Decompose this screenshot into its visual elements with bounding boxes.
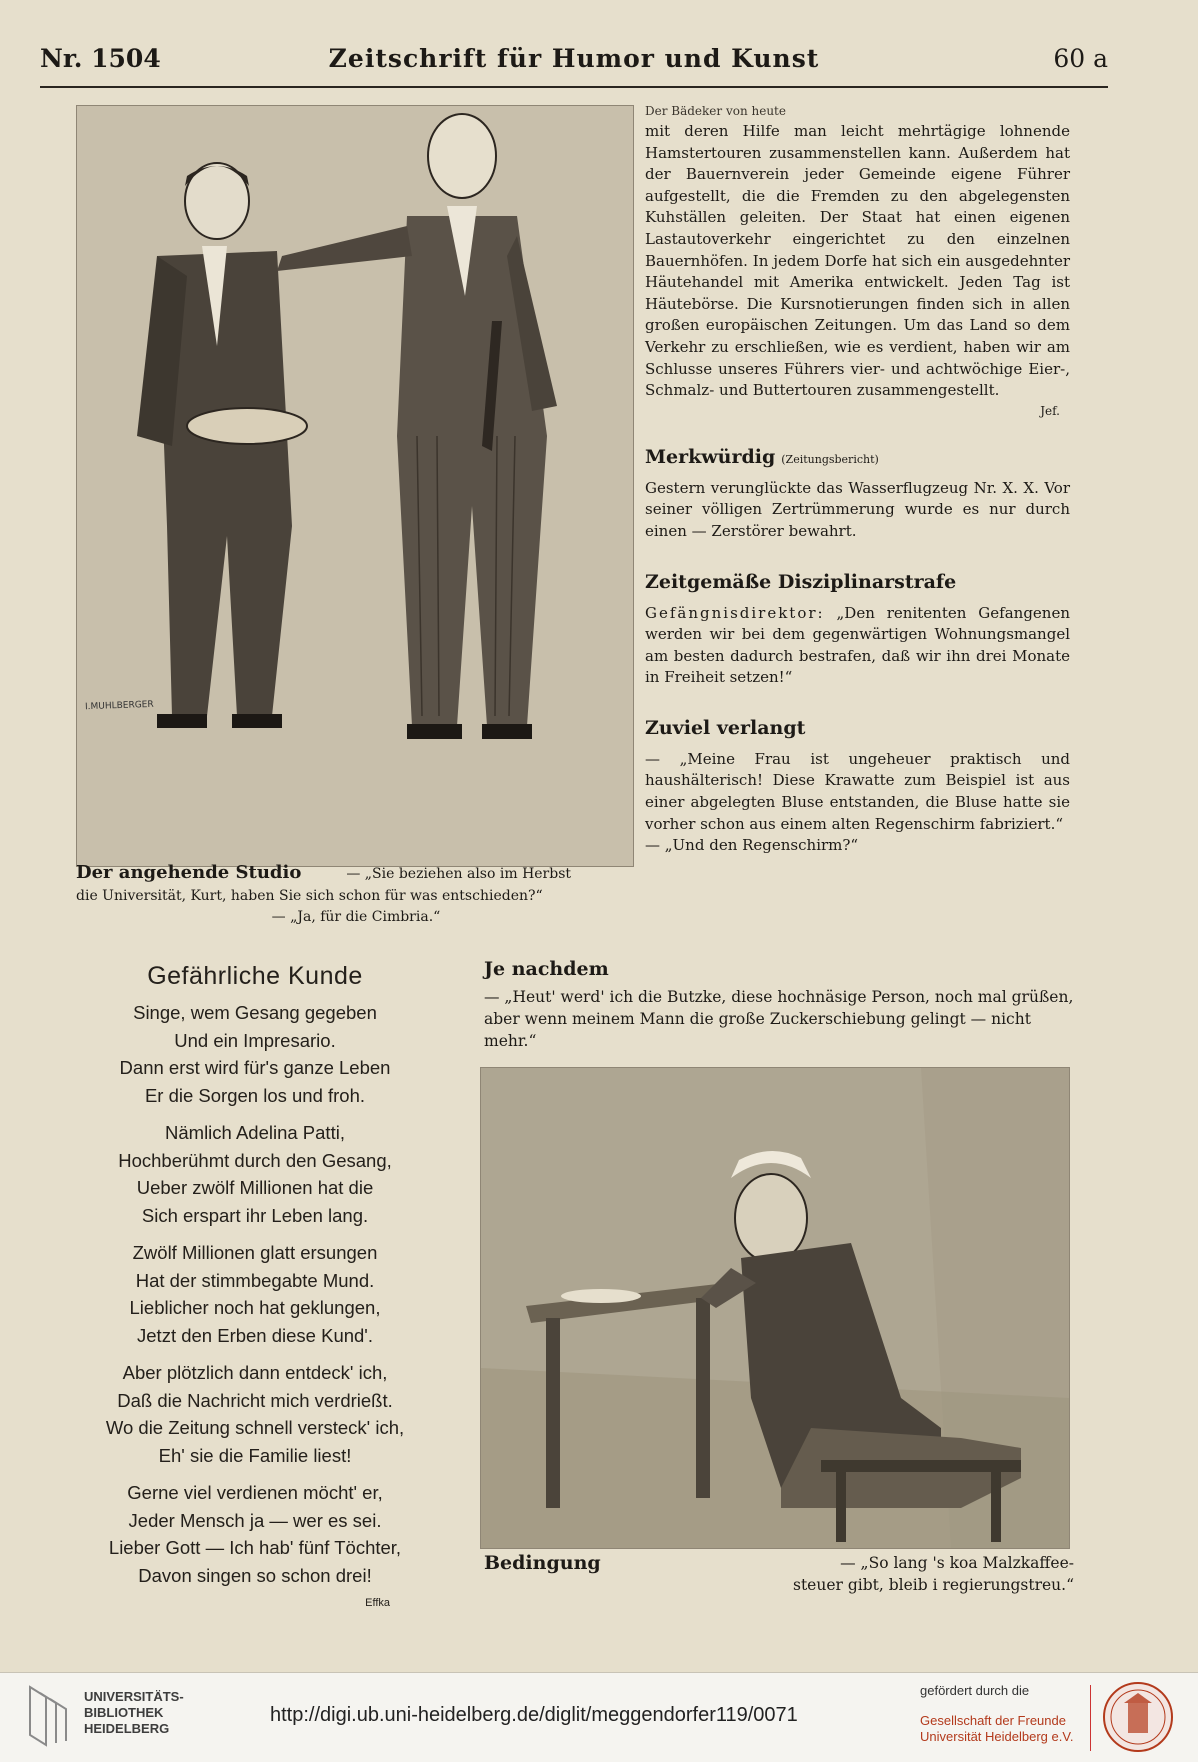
poem-line: Aber plötzlich dann entdeck' ich, bbox=[122, 1362, 388, 1383]
disziplinarstrafe-title: Zeitgemäße Disziplinarstrafe bbox=[645, 570, 957, 593]
poem-line: Ueber zwölf Millionen hat die bbox=[136, 1177, 374, 1198]
caption-studio-line2: die Universität, Kurt, haben Sie sich schon für was entschieden?“ bbox=[76, 888, 543, 904]
disziplinarstrafe-speaker: Gefängnisdirektor: bbox=[645, 603, 825, 622]
footer-divider bbox=[1090, 1685, 1091, 1751]
right-column bbox=[645, 104, 1070, 857]
bedingung-title: Bedingung bbox=[484, 1552, 601, 1574]
library-name-line1: UNIVERSITÄTS- bbox=[84, 1689, 184, 1704]
society-name bbox=[920, 1713, 1073, 1745]
permalink-url[interactable]: http://digi.ub.uni-heidelberg.de/diglit/meggendorfer119/0071 bbox=[270, 1704, 798, 1726]
caption-studio-line1: — „Sie beziehen also im Herbst bbox=[346, 866, 572, 882]
old-woman-drawing bbox=[481, 1068, 1069, 1548]
zuviel-verlangt-text: — „Meine Frau ist ungeheuer praktisch und haushälterisch! Diese Krawatte zum Beispiel ist aus einer abgelegten Bluse entstanden, die Bluse hatte sie vorher schon aus einem alten Regenschirm fabriziert.“ bbox=[645, 749, 1070, 833]
page-number: 60 a bbox=[1053, 44, 1108, 73]
running-head: Der Bädeker von heute bbox=[645, 104, 786, 118]
poem-line: Jetzt den Erben diese Kund'. bbox=[137, 1324, 373, 1346]
section-je-nachdem bbox=[484, 958, 1074, 1052]
section-merkwuerdig bbox=[645, 446, 1070, 543]
poem-line: Wo die Zeitung schnell versteck' ich, bbox=[105, 1417, 405, 1438]
illustrator-signature: I.MUHLBERGER bbox=[84, 699, 154, 713]
poem-gefaehrliche-kunde bbox=[76, 962, 434, 1609]
je-nachdem-title: Je nachdem bbox=[484, 958, 609, 980]
poem-line: Zwölf Millionen glatt ersungen bbox=[132, 1242, 378, 1263]
baedeker-author: Jef. bbox=[1040, 403, 1060, 418]
poem-stanza bbox=[76, 1359, 434, 1469]
poem-line: Singe, wem Gesang gegeben bbox=[133, 1002, 377, 1023]
poem-line: Dann erst wird für's ganze Leben bbox=[119, 1057, 391, 1078]
poem-line: Eh' sie die Familie liest! bbox=[158, 1444, 352, 1466]
bedingung-line1: — „So lang 's koa Malzkaffee- bbox=[840, 1554, 1074, 1572]
disziplinarstrafe-body bbox=[645, 603, 1070, 689]
poem-stanza bbox=[76, 1119, 434, 1229]
university-seal-icon bbox=[1102, 1681, 1174, 1753]
poem-line: Davon singen so schon drei! bbox=[138, 1564, 372, 1586]
two-men-drawing bbox=[77, 106, 633, 866]
poem-line: Sich erspart ihr Leben lang. bbox=[141, 1204, 369, 1226]
merkwuerdig-subtitle: (Zeitungsbericht) bbox=[781, 452, 879, 466]
society-name-line1: Gesellschaft der Freunde bbox=[920, 1713, 1066, 1728]
bedingung-text bbox=[793, 1552, 1074, 1596]
section-disziplinarstrafe bbox=[645, 571, 1070, 689]
caption-studio-line3: — „Ja, für die Cimbria.“ bbox=[271, 909, 441, 925]
poem-title: Gefährliche Kunde bbox=[147, 962, 363, 990]
issue-number: Nr. 1504 bbox=[40, 44, 161, 73]
funded-by-label: gefördert durch die bbox=[920, 1683, 1030, 1698]
section-zuviel-verlangt bbox=[645, 717, 1070, 857]
merkwuerdig-text: Gestern verunglückte das Wasserflugzeug Nr. X. X. Vor seiner völligen Zertrümmerung wurde es nur durch einen — Zerstörer bewahrt. bbox=[645, 478, 1070, 540]
baedeker-text: mit deren Hilfe man leicht mehrtägige lohnende Hamstertouren zusammenstellen kann. Außerdem hat der Bauernverein jeder Gemeinde eigene Führer aufgestellt, die die Fremden zu den abgelegensten Kuhställen geleiten. Der Staat hat einen eigenen Lastautoverkehr eingerichtet zu den einzelnen Bauernhöfen. In jedem Dorfe hat sich ein ausgedehnter Häutehandel mit Amerika entwickelt. Jeden Tag ist Häutebörse. Die Kursnotierungen finden sich in allen großen europäischen Zeitungen. Um das Land so dem Verkehr zu erschließen, wie es verdient, haben wir am Schlusse unseres Führers vier- und achtwöchige Eier-, Schmalz- und Buttertouren zusammengestellt. bbox=[645, 122, 1070, 400]
bedingung-line2: steuer gibt, bleib i regierungstreu.“ bbox=[792, 1576, 1074, 1594]
zuviel-verlangt-reply: — „Und den Regenschirm?“ bbox=[645, 836, 859, 855]
poem-line: Jeder Mensch ja — wer es sei. bbox=[128, 1509, 382, 1531]
library-name-line3: HEIDELBERG bbox=[84, 1721, 170, 1736]
page-header bbox=[40, 36, 1108, 88]
poem-stanza bbox=[76, 999, 434, 1109]
merkwuerdig-heading bbox=[645, 446, 1070, 468]
poem-line: Und ein Impresario. bbox=[174, 1029, 336, 1051]
disziplinarstrafe-text: „Den renitenten Gefangenen werden wir bei dem gegenwärtigen Wohnungsmangel am besten dadurch bestrafen, daß wir ihn drei Monate in Freiheit setzen!“ bbox=[645, 603, 1070, 687]
je-nachdem-text: — „Heut' werd' ich die Butzke, diese hochnäsige Person, noch mal grüßen, aber wenn meinem Mann die große Zuckerschiebung gelingt — nicht mehr.“ bbox=[484, 988, 1074, 1050]
poem-line: Gerne viel verdienen möcht' er, bbox=[127, 1482, 383, 1503]
poem-stanza bbox=[76, 1479, 434, 1589]
caption-studio-title: Der angehende Studio bbox=[76, 862, 302, 883]
caption-studio bbox=[76, 862, 636, 928]
magazine-title: Zeitschrift für Humor und Kunst bbox=[328, 44, 820, 73]
library-name bbox=[84, 1689, 184, 1737]
poem-author: Effka bbox=[365, 1597, 390, 1609]
poem-line: Nämlich Adelina Patti, bbox=[165, 1122, 345, 1143]
poem-line: Er die Sorgen los und froh. bbox=[144, 1084, 366, 1106]
merkwuerdig-title: Merkwürdig bbox=[645, 445, 776, 468]
society-name-line2: Universität Heidelberg e.V. bbox=[920, 1729, 1074, 1744]
poem-line: Hat der stimmbegabte Mund. bbox=[135, 1269, 375, 1291]
ub-heidelberg-logo-icon bbox=[28, 1685, 68, 1747]
poem-stanza bbox=[76, 1239, 434, 1349]
zuviel-verlangt-title: Zuviel verlangt bbox=[645, 716, 806, 739]
poem-line: Hochberühmt durch den Gesang, bbox=[118, 1149, 392, 1171]
poem-line: Lieber Gott — Ich hab' fünf Töchter, bbox=[108, 1537, 402, 1558]
poem-line: Lieblicher noch hat geklungen, bbox=[129, 1297, 381, 1318]
library-name-line2: BIBLIOTHEK bbox=[84, 1705, 164, 1720]
illustration-two-men bbox=[76, 105, 634, 867]
poem-line: Daß die Nachricht mich verdrießt. bbox=[117, 1389, 393, 1411]
illustration-old-woman bbox=[480, 1067, 1070, 1549]
footer-bar bbox=[0, 1672, 1198, 1762]
